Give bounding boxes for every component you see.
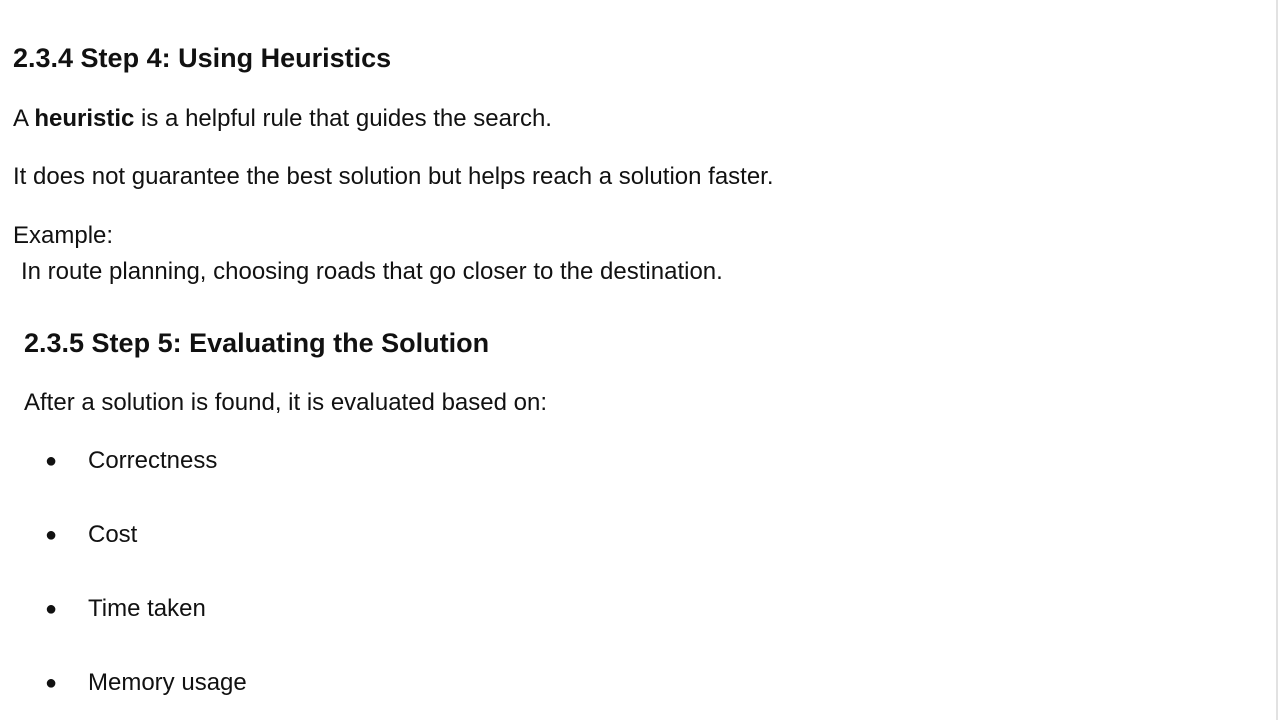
heading-step-5: 2.3.5 Step 5: Evaluating the Solution xyxy=(24,328,490,358)
criterion-time-taken: Time taken xyxy=(88,595,206,622)
page-edge-divider xyxy=(1276,0,1278,720)
bullet-icon: ● xyxy=(45,672,58,694)
criterion-cost: Cost xyxy=(88,521,138,548)
heuristic-note: It does not guarantee the best solution but helps reach a solution faster. xyxy=(13,163,774,190)
heuristic-definition xyxy=(13,104,552,134)
bullet-icon: ● xyxy=(45,450,58,472)
evaluation-intro: After a solution is found, it is evaluated based on: xyxy=(24,389,547,416)
criterion-correctness: Correctness xyxy=(88,447,218,474)
criterion-memory-usage: Memory usage xyxy=(88,669,247,696)
bullet-icon: ● xyxy=(45,524,58,546)
heuristic-term: heuristic xyxy=(34,105,135,132)
definition-suffix: is a helpful rule that guides the search. xyxy=(134,105,552,132)
heading-step-4: 2.3.4 Step 4: Using Heuristics xyxy=(13,43,392,73)
definition-prefix: A xyxy=(13,105,35,132)
example-text: In route planning, choosing roads that go closer to the destination. xyxy=(21,258,723,285)
bullet-icon: ● xyxy=(45,598,58,620)
example-label: Example: xyxy=(13,222,114,249)
